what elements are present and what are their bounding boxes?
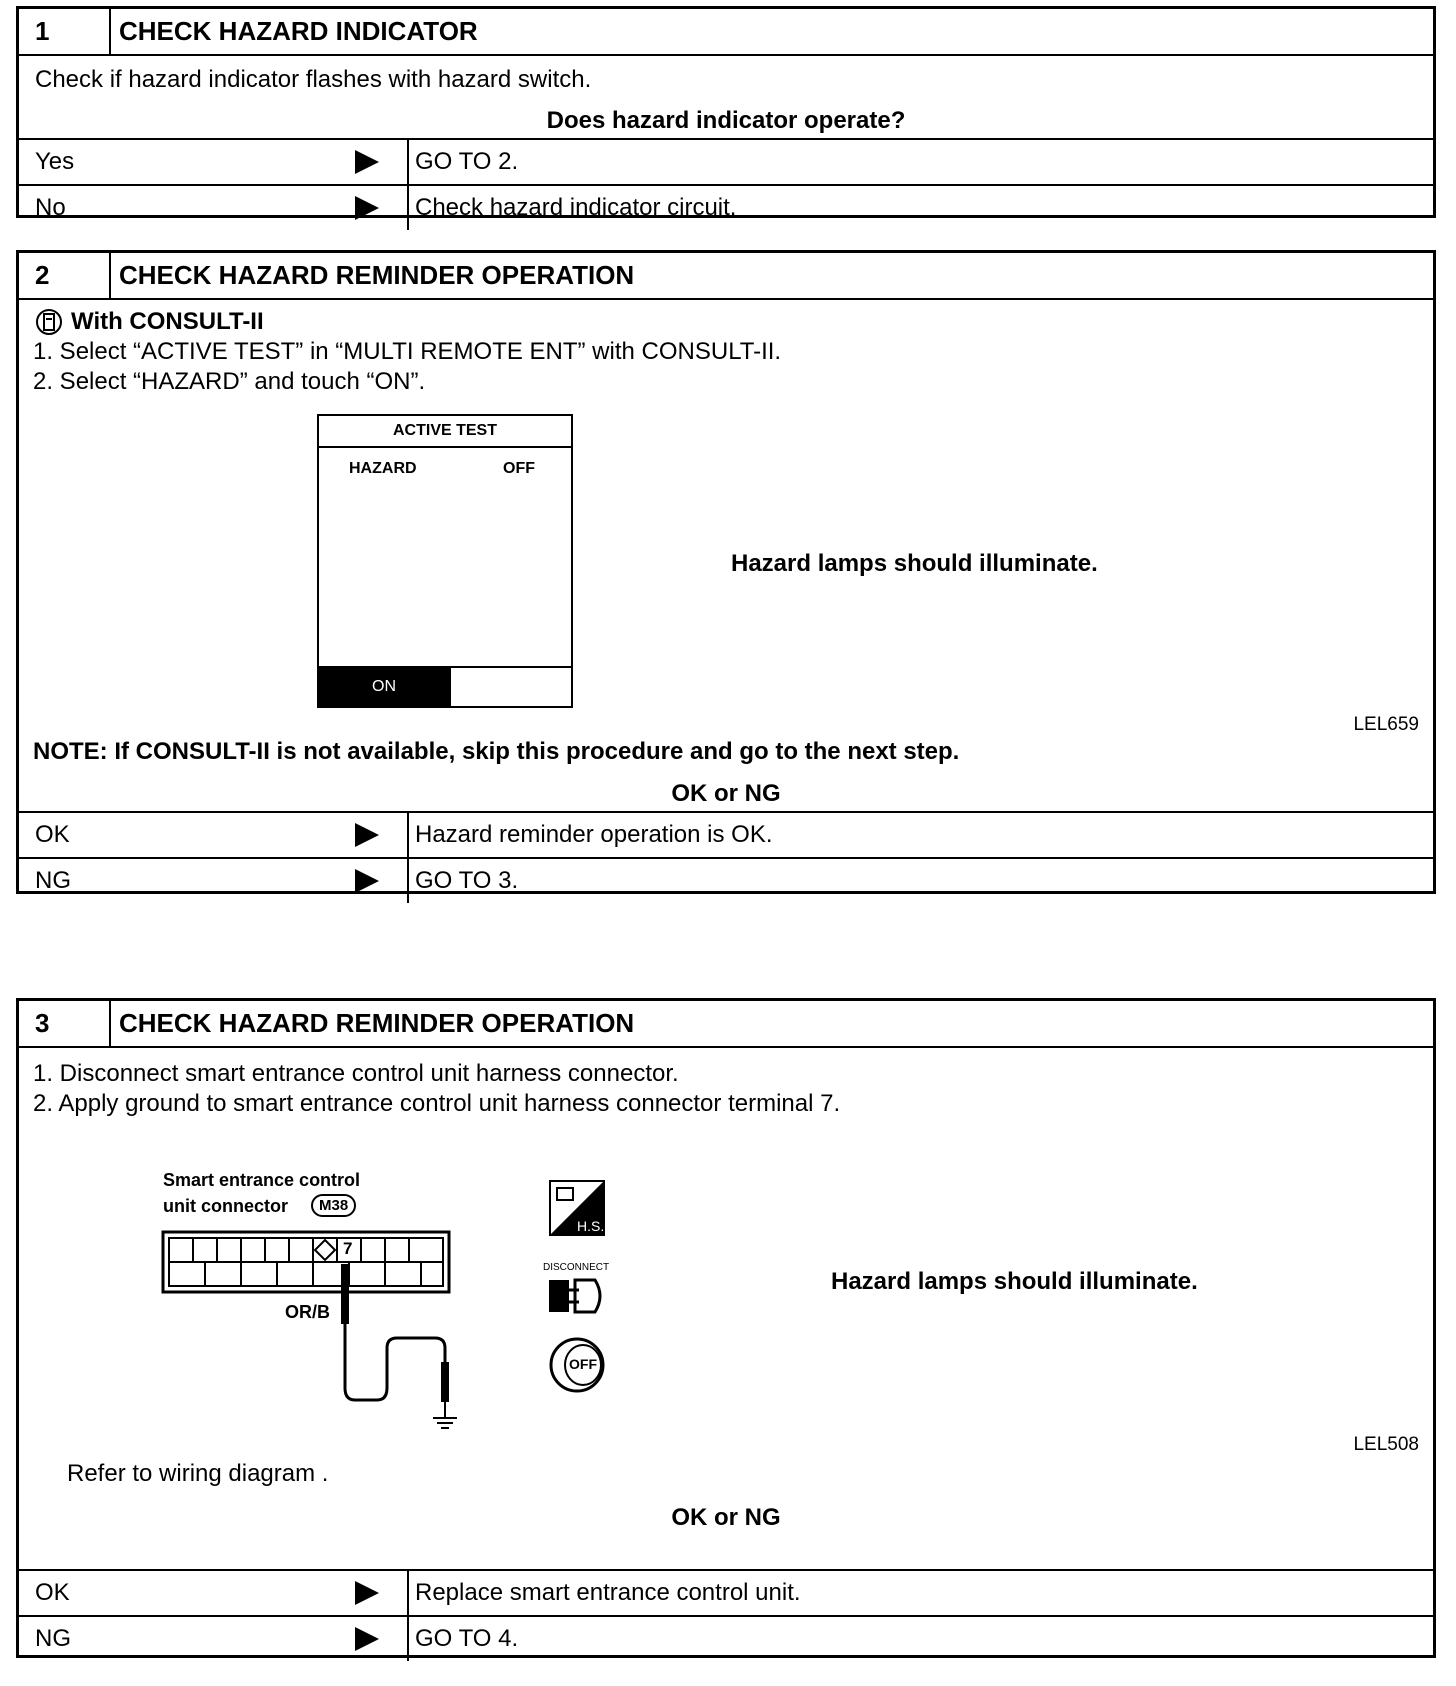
step-1-body (19, 56, 1433, 138)
table-row (19, 184, 1433, 230)
screen-item: HAZARD (349, 460, 417, 477)
step-2-body (19, 300, 1433, 811)
step-title: CHECK HAZARD REMINDER OPERATION (119, 1008, 635, 1038)
figure-code: LEL508 (1353, 1434, 1419, 1455)
table-row (19, 1569, 1433, 1615)
row-label: OK (35, 821, 70, 848)
instruction-line-1: 1. Select “ACTIVE TEST” in “MULTI REMOTE ENT” with CONSULT-II. (33, 338, 782, 365)
result-text: Hazard lamps should illuminate. (731, 550, 1098, 577)
step-number: 2 (19, 253, 111, 298)
row-label: NG (35, 1625, 71, 1652)
blank-button[interactable] (449, 668, 571, 706)
arrow-right-icon (355, 150, 379, 174)
active-test-screen (317, 414, 573, 708)
arrow-right-icon (355, 196, 379, 220)
arrow-right-icon (355, 823, 379, 847)
row-label: NG (35, 867, 71, 894)
instruction-text: Check if hazard indicator flashes with hazard switch. (35, 66, 592, 93)
instruction-line-1: 1. Disconnect smart entrance control unit harness connector. (33, 1060, 679, 1087)
step-3-body (19, 1048, 1433, 1569)
row-result: Hazard reminder operation is OK. (415, 821, 773, 848)
connector-diagram (159, 1228, 499, 1448)
table-row (19, 138, 1433, 184)
table-row (19, 857, 1433, 903)
row-result: GO TO 3. (415, 867, 519, 894)
result-text: Hazard lamps should illuminate. (831, 1268, 1198, 1295)
row-result: Replace smart entrance control unit. (415, 1579, 801, 1606)
on-button[interactable]: ON (319, 668, 449, 706)
table-row (19, 811, 1433, 857)
with-consult-label: With CONSULT-II (71, 308, 264, 335)
step-3-box (16, 998, 1436, 1658)
screen-title: ACTIVE TEST (319, 416, 571, 448)
arrow-right-icon (355, 1627, 379, 1651)
screen-value: OFF (503, 460, 535, 477)
connector-label-line-1: Smart entrance control (163, 1170, 361, 1190)
step-title: CHECK HAZARD INDICATOR (119, 16, 478, 46)
step-title: CHECK HAZARD REMINDER OPERATION (119, 260, 635, 290)
consult-icon (35, 308, 63, 336)
arrow-right-icon (355, 1581, 379, 1605)
instruction-line-2: 2. Select “HAZARD” and touch “ON”. (33, 368, 426, 395)
question-text: Does hazard indicator operate? (546, 107, 906, 134)
connector-id-badge: M38 (311, 1194, 356, 1217)
question-text: OK or NG (671, 1504, 781, 1531)
row-label: Yes (35, 148, 75, 175)
terminal-number: 7 (343, 1239, 353, 1258)
wire-color-label: OR/B (285, 1302, 330, 1322)
row-result: Check hazard indicator circuit. (415, 194, 737, 221)
step-number: 3 (19, 1001, 111, 1046)
row-result: GO TO 4. (415, 1625, 519, 1652)
table-row (19, 1615, 1433, 1661)
connector-label-line-2: unit connector (163, 1196, 288, 1216)
note-text: NOTE: If CONSULT-II is not available, skip this procedure and go to the next step. (33, 738, 960, 765)
harness-side-label: H.S. (577, 1218, 605, 1234)
step-3-header (19, 1001, 1433, 1048)
disconnect-label: DISCONNECT (543, 1262, 610, 1273)
disconnect-icon (545, 1274, 609, 1318)
arrow-right-icon (355, 869, 379, 893)
row-label: No (35, 194, 66, 221)
step-1-box (16, 6, 1436, 221)
step-2-box (16, 250, 1436, 894)
row-label: OK (35, 1579, 70, 1606)
instruction-line-2: 2. Apply ground to smart entrance control unit harness connector terminal 7. (33, 1090, 841, 1117)
step-number: 1 (19, 9, 111, 54)
figure-code: LEL659 (1353, 714, 1419, 735)
step-1-header (19, 9, 1433, 56)
step-2-header (19, 253, 1433, 300)
refer-text: Refer to wiring diagram . (67, 1460, 329, 1487)
row-result: GO TO 2. (415, 148, 519, 175)
question-text: OK or NG (671, 780, 781, 807)
ignition-off-label: OFF (569, 1356, 597, 1372)
